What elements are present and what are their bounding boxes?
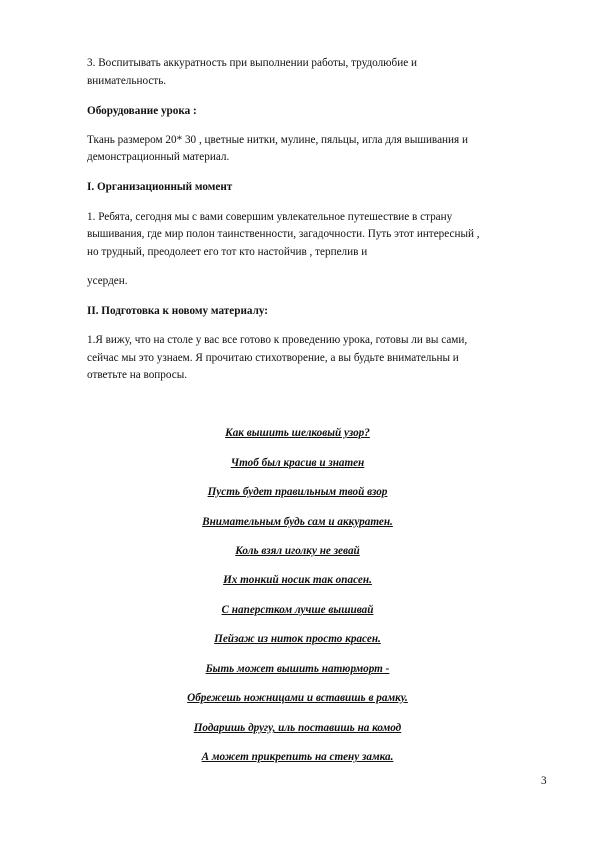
section-1-line-3: но трудный, преодолеет его тот кто настойчив , терпелив и [87,246,368,258]
equipment-heading: Оборудование урока : [87,105,197,117]
poem-line: А может прикрепить на стену замка. [201,751,394,763]
equipment-line-2: демонстрационный материал. [87,151,230,163]
section-2-line-1: 1.Я вижу, что на столе у вас все готово к проведению урока, готовы ли вы сами, [87,334,468,346]
section-2-line-2: сейчас мы это узнаем. Я прочитаю стихотворение, а вы будьте внимательны и [87,352,459,364]
poem-line: Пейзаж из ниток просто красен. [214,633,381,645]
section-2-heading: II. Подготовка к новому материалу: [87,305,269,317]
objective-line-2: внимательность. [87,75,167,87]
equipment-line-1: Ткань размером 20* 30 , цветные нитки, мулине, пяльцы, игла для вышивания и [87,134,468,146]
section-1-heading: I. Организационный момент [87,181,233,193]
poem-line: С наперстком лучше вышивай [221,604,374,616]
poem-line: Подаришь другу, иль поставишь на комод [193,722,402,734]
section-1-line-4: усерден. [87,275,128,287]
page-number: 3 [541,775,547,787]
poem-line: Как вышить шелковый узор? [225,427,370,439]
poem-line: Быть может вышить натюрморт - [205,663,390,675]
poem-line: Их тонкий носик так опасен. [223,574,372,586]
section-1-line-2: вышивания, где мир полон таинственности, загадочности. Путь этот интересный , [87,228,480,240]
poem-line: Обрежешь ножницами и вставишь в рамку. [187,692,408,704]
poem-line: Чтоб был красив и знатен [230,457,365,469]
poem-line: Пусть будет правильным твой взор [207,486,388,498]
poem-line: Внимательным будь сам и аккуратен. [202,516,393,528]
section-1-line-1: 1. Ребята, сегодня мы с вами совершим увлекательное путешествие в страну [87,211,453,223]
objective-line-1: 3. Воспитывать аккуратность при выполнении работы, трудолюбие и [87,57,417,69]
section-2-line-3: ответьте на вопросы. [87,369,188,381]
poem-line: Коль взял иголку не зевай [235,545,360,557]
